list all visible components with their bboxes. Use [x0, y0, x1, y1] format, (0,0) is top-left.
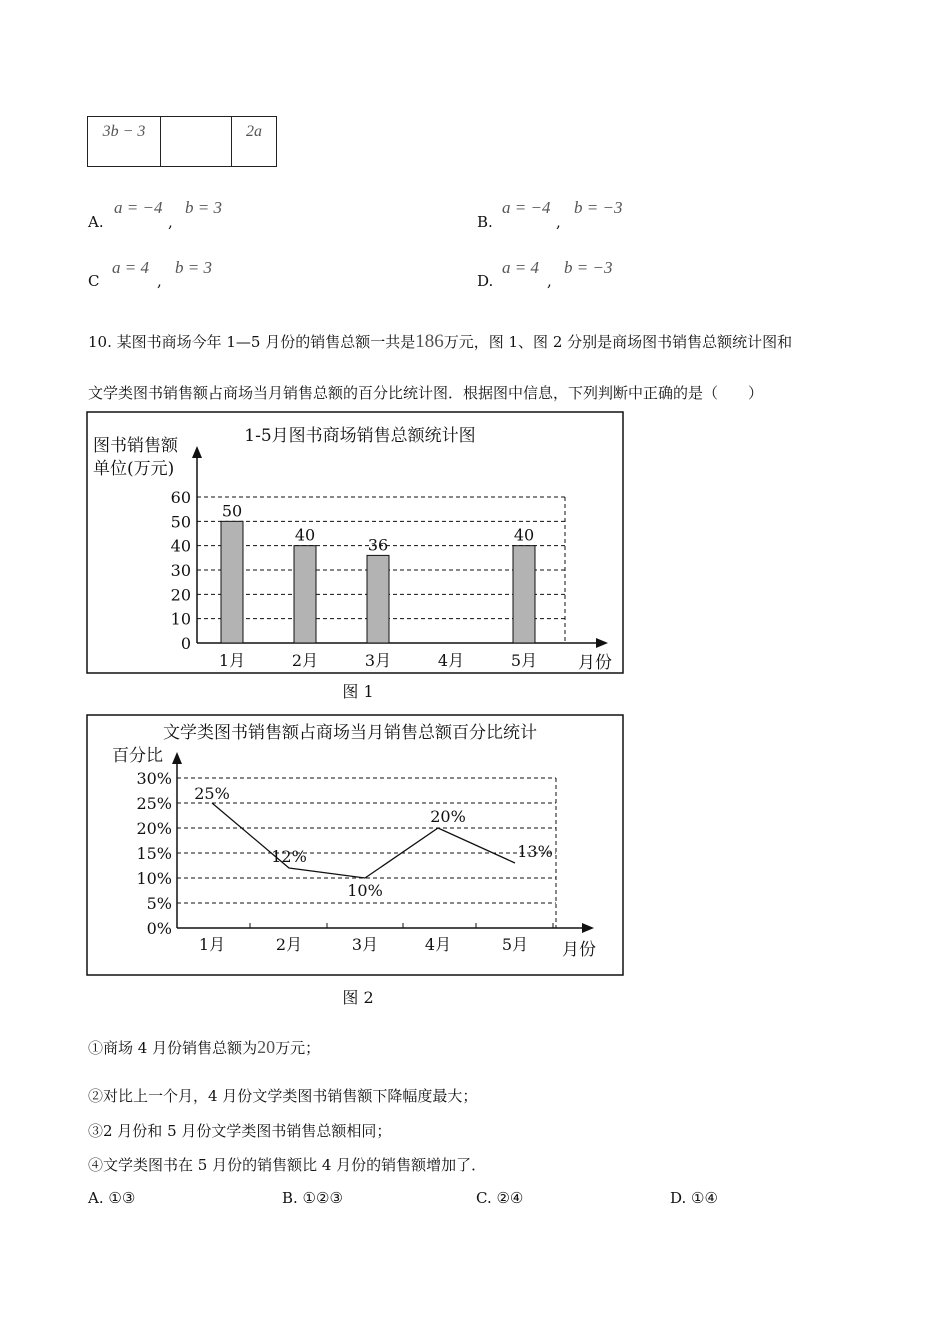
bar	[513, 546, 535, 643]
y-tick-label: 20	[170, 585, 191, 605]
answer-option-a: A. ①③	[88, 1189, 136, 1207]
text: 万元；	[275, 1039, 321, 1057]
answer-option-d: D. ①④	[670, 1189, 718, 1207]
x-axis-label: 月份	[578, 653, 612, 673]
option-b-label: B.	[477, 213, 493, 231]
x-tick-label: 4月	[437, 651, 465, 670]
statement-1	[88, 1037, 320, 1058]
arrow-head	[596, 638, 608, 648]
arrow-head	[192, 446, 202, 458]
x-axis-label: 月份	[562, 940, 596, 960]
y-tick-label: 40	[170, 536, 191, 556]
series-line	[212, 803, 515, 878]
table-cell: 2a	[232, 117, 277, 167]
x-tick-label: 1月	[218, 651, 246, 670]
y-tick-label: 0%	[146, 919, 172, 938]
y-tick-label: 30%	[136, 769, 172, 788]
statement-3: ③2 月份和 5 月份文学类图书销售总额相同；	[88, 1122, 392, 1140]
option-c-a: a = 4	[112, 258, 149, 277]
option-c-b: b = 3	[175, 258, 212, 277]
bar-chart	[87, 412, 623, 701]
x-tick-label: 2月	[291, 651, 319, 670]
arrow-head	[582, 923, 594, 933]
table-cell: 3b − 3	[88, 117, 161, 167]
text: 万元，图 1、图 2 分别是商场图书销售总额统计图和	[443, 333, 793, 351]
text: 10. 某图书商场今年 1—5 月份的销售总额一共是	[88, 333, 416, 351]
y-tick-label: 30	[170, 561, 191, 580]
x-tick-label: 5月	[510, 651, 538, 670]
data-label: 36	[367, 535, 389, 555]
y-tick-label: 10%	[136, 869, 172, 888]
number: 186	[415, 331, 444, 352]
x-tick-label: 1月	[198, 935, 226, 954]
y-axis-unit: 单位(万元)	[93, 459, 175, 479]
data-label: 10%	[347, 881, 383, 900]
arrow-head	[172, 752, 182, 764]
x-tick-label: 2月	[275, 935, 303, 954]
option-c-label: C	[88, 272, 100, 290]
figure-caption: 图 2	[342, 988, 374, 1007]
y-tick-label: 5%	[146, 894, 172, 913]
y-tick-label: 0	[180, 634, 191, 653]
option-a-b: b = 3	[185, 198, 222, 217]
option-d-label: D.	[477, 272, 494, 290]
y-tick-label: 20%	[136, 819, 172, 838]
chart-title: 文学类图书销售额占商场当月销售总额百分比统计	[163, 723, 537, 743]
bar	[221, 521, 243, 643]
bar	[294, 546, 316, 643]
data-label: 25%	[194, 784, 230, 803]
y-tick-label: 25%	[136, 794, 172, 813]
comma: ,	[168, 213, 173, 231]
text: ①商场 4 月份销售总额为	[88, 1039, 258, 1057]
y-tick-label: 50	[170, 512, 191, 532]
x-tick-label: 5月	[501, 935, 529, 954]
data-label: 50	[221, 501, 243, 521]
answer-option-b: B. ①②③	[282, 1189, 343, 1207]
statement-4: ④文学类图书在 5 月份的销售额比 4 月份的销售额增加了．	[88, 1156, 487, 1174]
comma: ,	[556, 213, 561, 231]
y-axis-label: 百分比	[112, 746, 163, 766]
data-label: 40	[294, 525, 316, 545]
data-label: 20%	[430, 807, 466, 826]
option-a-label: A.	[88, 213, 104, 231]
data-label: 40	[513, 525, 535, 545]
option-b-b: b = −3	[574, 198, 623, 217]
option-b-a: a = −4	[502, 198, 551, 217]
y-tick-label: 15%	[136, 844, 172, 863]
chart-title: 1-5月图书商场销售总额统计图	[244, 426, 476, 446]
comma: ,	[547, 272, 552, 290]
bar	[367, 555, 389, 643]
line-chart	[87, 715, 623, 1007]
statement-2: ②对比上一个月，4 月份文学类图书销售额下降幅度最大；	[88, 1087, 478, 1105]
option-a-a: a = −4	[114, 198, 163, 217]
option-d-b: b = −3	[564, 258, 613, 277]
x-tick-label: 3月	[351, 935, 379, 954]
y-tick-label: 60	[170, 488, 191, 507]
y-axis-label: 图书销售额	[93, 436, 178, 456]
answer-option-c: C. ②④	[476, 1189, 524, 1207]
data-label: 12%	[271, 847, 307, 866]
x-tick-label: 4月	[424, 935, 452, 954]
question-10-line2: 文学类图书销售额占商场当月销售总额的百分比统计图．根据图中信息，下列判断中正确的是（ ）	[88, 384, 764, 402]
figure-caption: 图 1	[342, 682, 374, 701]
number: 20	[257, 1037, 276, 1057]
option-d-a: a = 4	[502, 258, 539, 277]
x-tick-label: 3月	[364, 651, 392, 670]
comma: ,	[157, 272, 162, 290]
y-tick-label: 10	[170, 609, 191, 629]
data-label: 13%	[517, 842, 553, 861]
